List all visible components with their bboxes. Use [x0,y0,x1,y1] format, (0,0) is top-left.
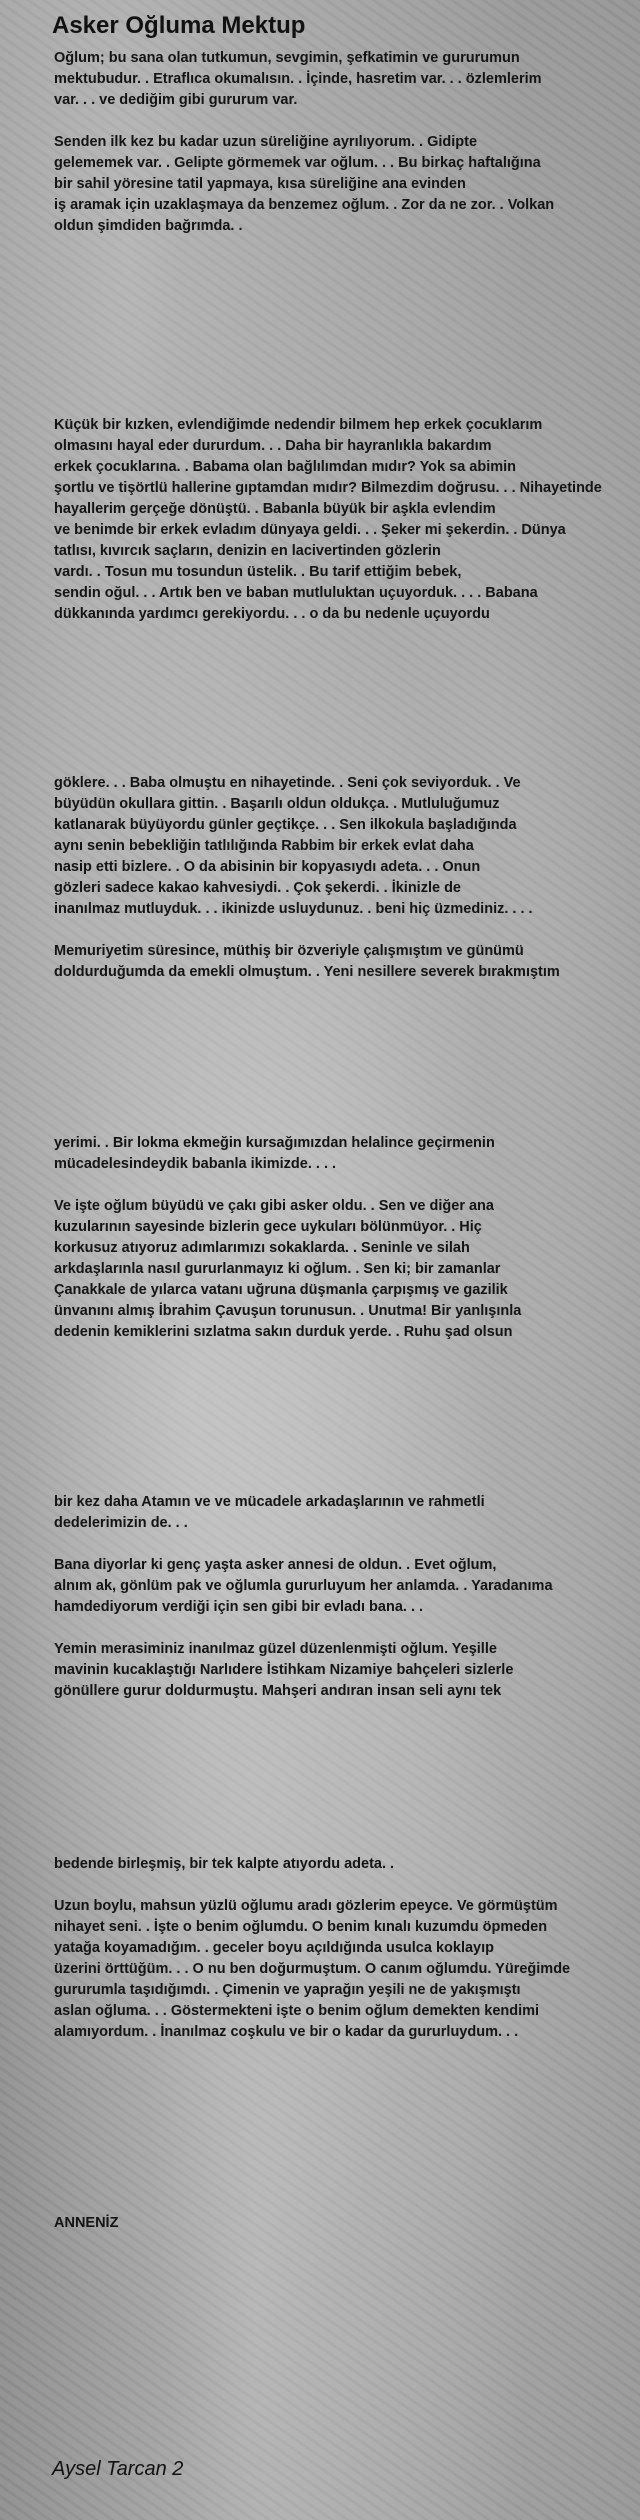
text-line: var. . . ve dediğim gibi gururum var. [54,92,298,108]
text-line: Ve işte oğlum büyüdü ve çakı gibi asker oldu. . Sen ve diğer ana [54,1198,494,1214]
text-line: oldun şimdiden bağrımda. . [54,218,243,234]
text-line: erkek çocuklarına. . Babama olan bağlılımdan mıdır? Yok sa abimin [54,459,517,475]
text-line: Bana diyorlar ki genç yaşta asker annesi de oldun. . Evet oğlum, [54,1557,497,1573]
text-line: arkdaşlarınla nasıl gururlanmayız ki oğlum. . Sen ki; bir zamanlar [54,1261,501,1277]
text-line: büyüdün okullara gittin. . Başarılı oldun oldukça. . Mutluluğumuz [54,796,500,812]
paragraph [54,773,640,920]
letter-block-1 [54,48,640,237]
text-line: dedenin kemiklerini sızlatma sakın durduk yerde. . Ruhu şad olsun [54,1324,513,1340]
text-line: kuzularının sayesinde bizlerin gece uykuları bölünmüyor. . Hiç [54,1219,482,1235]
text-line: Senden ilk kez bu kadar uzun süreliğine ayrılıyorum. . Gidipte [54,134,478,150]
text-line: olmasını hayal eder dururdum. . . Daha bir hayranlıkla bakardım [54,438,492,454]
paragraph [54,941,640,983]
text-line: yatağa koyamadığım. . geceler boyu açıldığında usulca koklayıp [54,1940,494,1956]
text-line: ve benimde bir erkek evladım dünyaya geldi. . . Şeker mi şekerdin. . Dünya [54,522,566,538]
text-line: mücadelesindeydik babanla ikimizde. . . . [54,1156,337,1172]
paragraph [54,415,640,625]
text-line: dükkanında yardımcı gerekiyordu. . . o da bu nedenle uçuyordu [54,606,490,622]
text-line: şortlu ve tişörtlü hallerine gıptamdan mıdır? Bilmezdim doğrusu. . . Nihayetinde [54,480,602,496]
page-title: Asker Oğluma Mektup [52,12,306,39]
text-line: sendin oğul. . . Artık ben ve baban mutluluktan uçuyorduk. . . . Babana [54,585,538,601]
text-line: katlanarak büyüyordu günler geçtikçe. . . Sen ilkokula başladığında [54,817,517,833]
letter-block-6 [54,1854,640,2043]
text-line: bir sahil yöresine tatil yapmaya, kısa süreliğine ana evinden [54,176,466,192]
text-line: hayallerim gerçeğe dönüştü. . Babanla büyük bir aşkla evlendim [54,501,496,517]
letter-block-5 [54,1492,640,1702]
text-line: gelememek var. . Gelipte görmemek var oğlum. . . Bu birkaç haftalığına [54,155,541,171]
text-line: Oğlum; bu sana olan tutkumun, sevgimin, şefkatimin ve gururumun [54,50,520,66]
text-line: gözleri sadece kakao kahvesiydi. . Çok şekerdi. . İkinizle de [54,880,461,896]
paragraph [54,1639,640,1702]
text-line: göklere. . . Baba olmuştu en nihayetinde. . Seni çok seviyorduk. . Ve [54,775,521,791]
text-line: mavinin kucaklaştığı Narlıdere İstihkam Nizamiye bahçeleri sizlerle [54,1662,514,1678]
text-line: Küçük bir kızken, evlendiğimde nedendir bilmem hep erkek çocuklarım [54,417,543,433]
text-line: yerimi. . Bir lokma ekmeğin kursağımızdan helalince geçirmenin [54,1135,495,1151]
text-line: gururumla taşıdığımdı. . Çimenin ve yaprağın yeşili ne de yakışmıştı [54,1982,521,1998]
text-line: Uzun boylu, mahsun yüzlü oğlumu aradı gözlerim epeyce. Ve görmüştüm [54,1898,558,1914]
text-line: tatlısı, kıvırcık saçların, denizin en lacivertinden gözlerin [54,543,441,559]
paragraph [54,1196,640,1343]
text-line: aynı senin bebekliğin tatlılığında Rabbim bir erkek evlat daha [54,838,474,854]
letter-block-2 [54,415,640,625]
text-line: hamdediyorum verdiği için sen gibi bir evladı bana. . . [54,1599,424,1615]
text-line: aslan oğluma. . . Göstermekteni işte o benim oğlum demekten kendimi [54,2003,540,2019]
text-line: gönüllere gurur doldurmuştu. Mahşeri andıran insan seli aynı tek [54,1683,502,1699]
text-line: nihayet seni. . İşte o benim oğlumdu. O benim kınalı kuzumdu öpmeden [54,1919,548,1935]
closing-signature: ANNENİZ [54,2215,119,2231]
text-line: iş aramak için uzaklaşmaya da benzemez oğlum. . Zor da ne zor. . Volkan [54,197,555,213]
paragraph [54,48,640,111]
paragraph [54,1854,640,1875]
text-line: bir kez daha Atamın ve ve mücadele arkadaşlarının ve rahmetli [54,1494,485,1510]
text-line: alnım ak, gönlüm pak ve oğlumla gururluyum her anlamda. . Yaradanıma [54,1578,553,1594]
paragraph [54,1555,640,1618]
text-line: bedende birleşmiş, bir tek kalpte atıyordu adeta. . [54,1856,395,1872]
text-line: inanılmaz mutluyduk. . . ikinizde usluydunuz. . beni hiç üzmediniz. . . . [54,901,533,917]
text-line: nasip etti bizlere. . O da abisinin bir kopyasıydı adeta. . . Onun [54,859,481,875]
letter-block-4 [54,1133,640,1343]
paragraph [54,132,640,237]
author-name: Aysel Tarcan 2 [52,2458,184,2480]
text-line: ünvanını almış İbrahim Çavuşun torunusun. . Unutma! Bir yanlışınla [54,1303,522,1319]
text-line: üzerini örttüğüm. . . O nu ben doğurmuştum. O canım oğlumdu. Yüreğimde [54,1961,571,1977]
text-line: mektubudur. . Etraflıca okumalısın. . İçinde, hasretim var. . . özlemlerim [54,71,542,87]
text-line: Memuriyetim süresince, müthiş bir özveriyle çalışmıştım ve günümü [54,943,524,959]
text-line: dedelerimizin de. . . [54,1515,188,1531]
text-line: korkusuz atıyoruz adımlarımızı sokaklarda. . Seninle ve silah [54,1240,470,1256]
text-line: Çanakkale de yılarca vatanı uğruna düşmanla çarpışmış ve gazilik [54,1282,508,1298]
text-line: alamıyordum. . İnanılmaz coşkulu ve bir o kadar da gururluydum. . . [54,2024,519,2040]
text-line: doldurduğumda da emekli olmuştum. . Yeni nesillere severek bırakmıştım [54,964,560,980]
paragraph [54,1492,640,1534]
text-line: Yemin merasiminiz inanılmaz güzel düzenlenmişti oğlum. Yeşille [54,1641,497,1657]
paragraph [54,1133,640,1175]
paragraph [54,1896,640,2043]
letter-block-3 [54,773,640,983]
text-line: vardı. . Tosun mu tosundun üstelik. . Bu tarif ettiğim bebek, [54,564,462,580]
